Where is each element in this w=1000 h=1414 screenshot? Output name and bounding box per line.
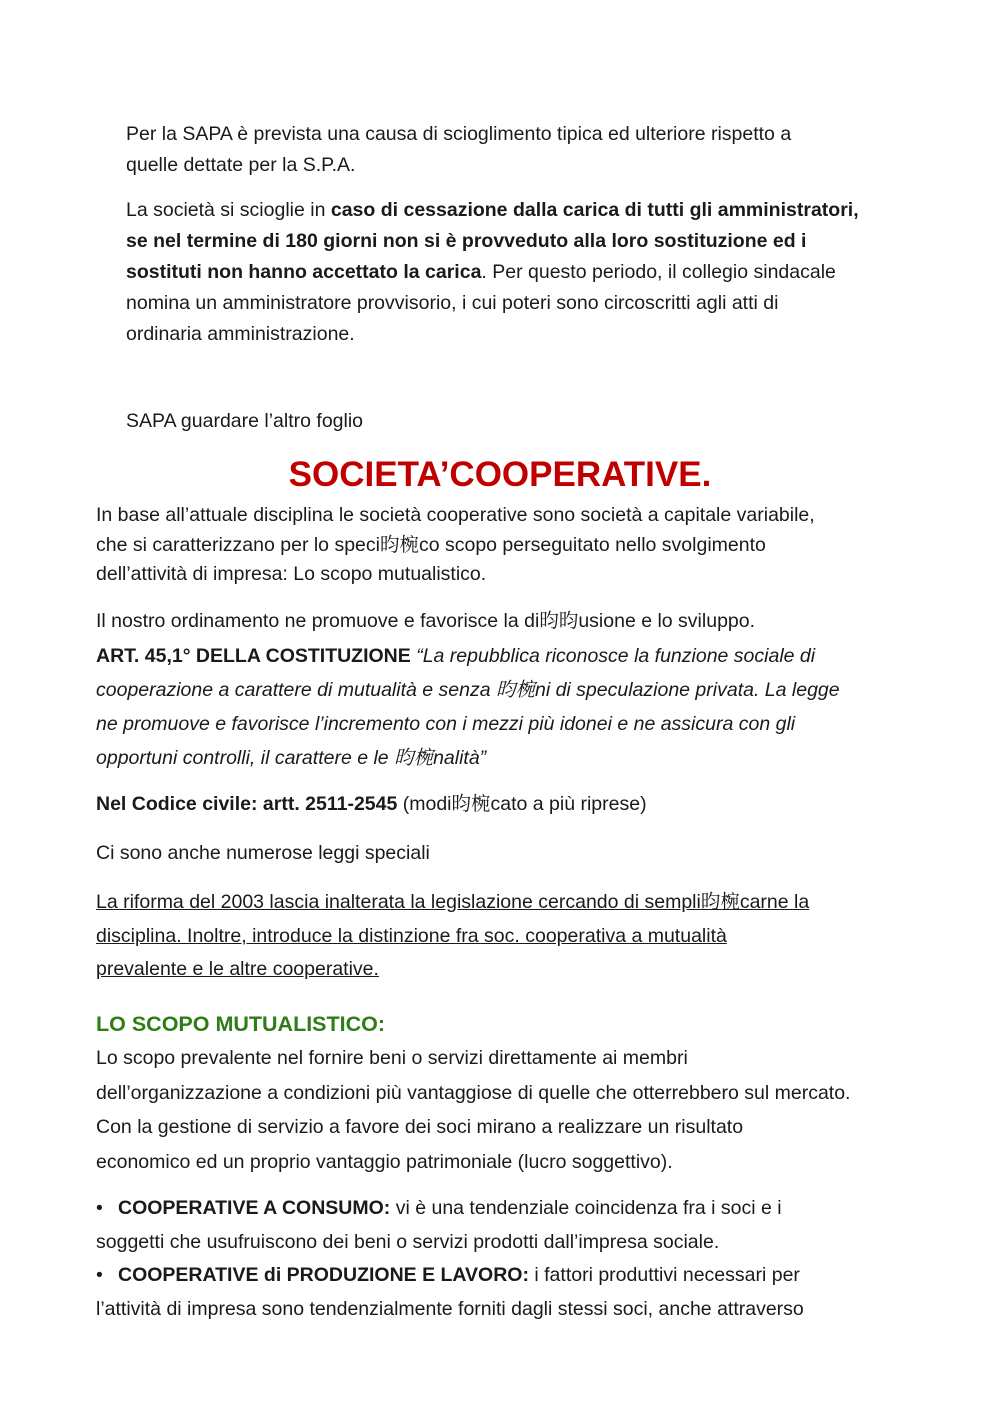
riforma-line-3: prevalente e le altre cooperative. bbox=[96, 958, 379, 980]
section-title: SOCIETA’COOPERATIVE. bbox=[288, 455, 712, 494]
article-line-3: ne promuove e favorisce l’incremento con i mezzi più idonei e ne assicura con gli bbox=[96, 713, 796, 735]
intro-paragraph bbox=[96, 501, 815, 590]
bullet-2-cont: l’attività di impresa sono tendenzialmente forniti dagli stessi soci, anche attraverso bbox=[96, 1297, 804, 1320]
article-label: ART. 45,1° DELLA COSTITUZIONE bbox=[96, 645, 411, 667]
scopo-line-1: Lo scopo prevalente nel fornire beni o servizi direttamente ai membri bbox=[96, 1047, 688, 1069]
article-line-1: “La repubblica riconosce la funzione sociale di bbox=[416, 645, 816, 667]
bullet-2-bold: COOPERATIVE di PRODUZIONE E LAVORO: bbox=[118, 1264, 529, 1286]
sapa-p2-line-5: ordinaria amministrazione. bbox=[126, 323, 355, 345]
sapa-p1-line-1: Per la SAPA è prevista una causa di scioglimento tipica ed ulteriore rispetto a bbox=[126, 123, 792, 145]
intro-line-1: In base all’attuale disciplina le società cooperative sono società a capitale variabile, bbox=[96, 504, 815, 526]
bullet-mark: • bbox=[96, 1197, 103, 1219]
scopo-heading: LO SCOPO MUTUALISTICO: bbox=[96, 1012, 386, 1036]
riforma-line-2: disciplina. Inoltre, introduce la distinzione fra soc. cooperativa a mutualità bbox=[96, 924, 727, 947]
codice-paragraph bbox=[96, 789, 647, 820]
promote-paragraph bbox=[96, 606, 755, 637]
sapa-paragraph-2 bbox=[126, 195, 859, 350]
article-line-4: opportuni controlli, il carattere e le 昀椀nalità” bbox=[96, 747, 487, 769]
bullet-1-rest: vi è una tendenziale coincidenza fra i soci e i bbox=[390, 1197, 782, 1219]
scopo-paragraph bbox=[96, 1041, 850, 1179]
sapa-p2-l3-bold: sostituti non hanno accettato la carica bbox=[126, 261, 482, 283]
constitution-article bbox=[96, 639, 840, 775]
bullet-1-cont: soggetti che usufruiscono dei beni o servizi prodotti dall’impresa sociale. bbox=[96, 1230, 720, 1253]
sapa-p2-l3-plain: . Per questo periodo, il collegio sindacale bbox=[481, 261, 836, 283]
sapa-p2-l1-bold: caso di cessazione dalla carica di tutti gli amministratori, bbox=[330, 199, 859, 221]
sapa-note-text: SAPA guardare l’altro foglio bbox=[126, 410, 364, 432]
bullet-mark: • bbox=[96, 1264, 103, 1286]
sapa-p2-line-4: nomina un amministratore provvisorio, i cui poteri sono circoscritti agli atti di bbox=[126, 292, 779, 314]
promote-text: Il nostro ordinamento ne promuove e favorisce la di昀昀usione e lo sviluppo. bbox=[96, 610, 756, 632]
codice-plain: (modi昀椀cato a più riprese) bbox=[397, 793, 647, 815]
sapa-paragraph-1 bbox=[126, 119, 791, 181]
bullet-1-bold: COOPERATIVE A CONSUMO: bbox=[118, 1197, 391, 1219]
sapa-p2-l2-bold: se nel termine di 180 giorni non si è provveduto alla loro sostituzione ed i bbox=[126, 230, 807, 252]
riforma-paragraph bbox=[96, 886, 809, 987]
riforma-line-1: La riforma del 2003 lascia inalterata la legislazione cercando di sempli昀椀carne la bbox=[96, 891, 810, 913]
leggi-paragraph bbox=[96, 838, 430, 869]
scopo-line-2: dell’organizzazione a condizioni più vantaggiose di quelle che otterrebbero sul mercato. bbox=[96, 1081, 851, 1104]
sapa-p2-l1-plain: La società si scioglie in bbox=[126, 199, 331, 221]
article-line-2: cooperazione a carattere di mutualità e senza 昀椀ni di speculazione privata. La legge bbox=[96, 679, 840, 701]
intro-line-3: dell’attività di impresa: Lo scopo mutualistico. bbox=[96, 563, 487, 585]
scopo-line-4: economico ed un proprio vantaggio patrimoniale (lucro soggettivo). bbox=[96, 1150, 673, 1173]
bullet-2-rest: i fattori produttivi necessari per bbox=[528, 1264, 800, 1286]
scopo-line-3: Con la gestione di servizio a favore dei soci mirano a realizzare un risultato bbox=[96, 1116, 744, 1138]
sapa-p1-line-2: quelle dettate per la S.P.A. bbox=[126, 154, 356, 176]
intro-line-2: che si caratterizzano per lo speci昀椀co scopo perseguitato nello svolgimento bbox=[96, 533, 766, 556]
leggi-text: Ci sono anche numerose leggi speciali bbox=[96, 842, 430, 864]
sapa-note bbox=[126, 406, 363, 437]
bullet-list bbox=[96, 1192, 804, 1326]
codice-bold: Nel Codice civile: artt. 2511-2545 bbox=[96, 793, 398, 815]
